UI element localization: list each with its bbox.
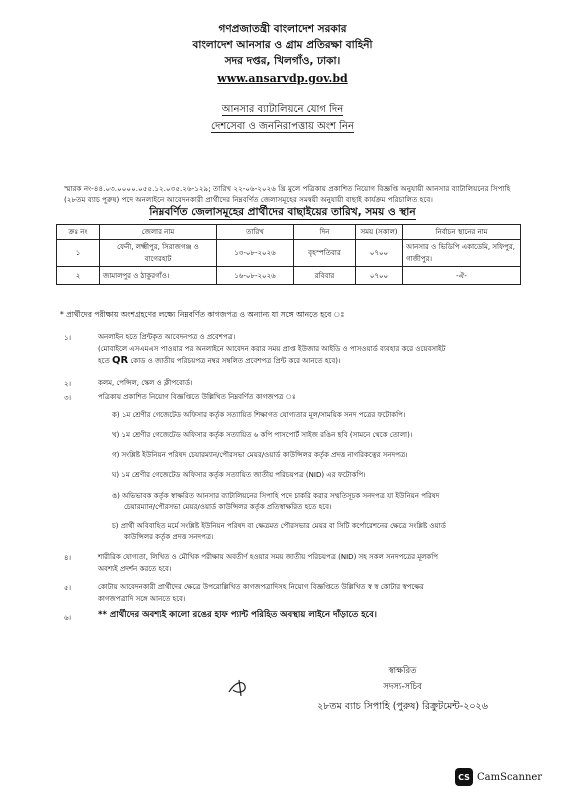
col-day: দিন (294, 225, 356, 240)
cell-time: ০৭০০ (356, 267, 403, 285)
col-district: জেলার নাম (100, 225, 217, 240)
cell-district: ফেনী, লক্ষ্মীপুর, সিরাজগঞ্জ ও বাগেরহাট (100, 240, 217, 267)
camscanner-watermark (455, 768, 542, 786)
item-3-umo-line-1: ঙ) অভিভাবক কর্তৃক স্বাক্ষরিত আনসার ব্যাটালিয়নের সিপাহি পদে চাকরি করার সম্মতিসূচক সনদপত্র যা ইউনিয়ন পরিষদ (112, 492, 440, 500)
item-number: ৬। (64, 614, 72, 622)
slogan-service (0, 120, 565, 134)
schedule-table (56, 224, 521, 285)
col-venue: নির্বাচন স্থানের নাম (403, 225, 521, 240)
camscanner-logo-icon: CS (455, 768, 473, 786)
table-row (57, 240, 521, 267)
cell-day: রবিবার (294, 267, 356, 285)
govt-title: গণপ্রজাতন্ত্রী বাংলাদেশ সরকার (218, 23, 347, 35)
table-row (57, 267, 521, 285)
website-link[interactable]: www.ansarvdp.gov.bd (217, 72, 348, 85)
reference-paragraph: স্মারক নং-৪৪.০৩.০০০০.০৫৫.১২.০৩৫.২৬-১২৯; তারিখ ২২-০৬-২০২৬ খ্রি মুলে পত্রিকায় প্রকাশিত নিয়োগ বিজ্ঞপ্তি অনুযায়ী আনসার ব্যাটালিয়নের সিপাহি (২৮তম ব্যাচ পুরুষ) পদে অনলাইনে আবেদনকারী প্রার্থীদের নিম্নবর্ণিত জেলাসমূহের সমন্বয়ী অনুযায়ী বাছাই কার্যক্রম পরিচালিত হবে। (64, 184, 511, 204)
item-6: ** প্রার্থীদের অবশ্যই কালো রঙের হাফ প্যান্ট পরিহিত অবস্থায় লাইনে দাঁড়াতে হবে। (98, 610, 377, 620)
item-3-cha-line-1: চ) প্রার্থী অবিবাহিত মর্মে সংশ্লিষ্ট ইউনিয়ন পরিষদ বা ক্ষেত্রমত পৌরসভার মেয়র বা সিটি কর্পোরেশনের ক্ষেত্রে সংশ্লিষ্ট ওয়ার্ড (112, 522, 446, 530)
item-number: ৩। (64, 394, 72, 402)
cell-venue: -ঐ- (403, 267, 521, 285)
schedule-heading (0, 205, 565, 222)
item-4-line-2: অবশ্যই প্রদর্শন করতে হবে। (98, 565, 172, 573)
item-3-gha: ঘ) ১ম শ্রেণীর গেজেটেড অফিসার কর্তৃক সত্যায়িত জাতীয় পরিচয়পত্র (NID) এর ফটোকপি। (112, 471, 366, 479)
table-header-row (57, 225, 521, 240)
item-1-line-3 (98, 356, 340, 366)
cell-date: ১৬-০৮-২০২৬ (217, 267, 294, 285)
item-number: ৪। (64, 554, 72, 562)
col-serial: ক্রঃ নং (57, 225, 100, 240)
cell-district: জামালপুর ও ঠাকুরগাঁও। (100, 267, 217, 285)
item-3-cha-line-2: কাউন্সিলর কর্তৃক প্রদত্ত সনদপত্র। (124, 533, 214, 541)
item-3-ga: গ) সংশ্লিষ্ট ইউনিয়ন পরিষদ চেয়ারম্যান/পৌরসভা মেয়র/ওয়ার্ড কাউন্সিলর কর্তৃক প্রদত্ত নাগরিকত্বের সনদপত্র। (112, 451, 408, 459)
item-1-suffix: কোড ও জাতীয় পরিচয়পত্র নম্বর সম্বলিত প্রবেশপত্র প্রিন্ট করে আনতে হবে)। (130, 357, 341, 365)
item-4-line-1: শারীরিক যোগ্যতা, লিখিত ও মৌখিক পরীক্ষায় অবতীর্ণ হওয়ার সময় জাতীয় পরিচয়পত্র (NID) সহ সকল সনদপত্রের মূলকপি (98, 553, 439, 561)
signatory-role: সদস্য-সচিব (383, 682, 422, 692)
item-1-prefix: হতে (98, 357, 110, 365)
cell-serial: ১ (57, 240, 100, 267)
org-title: বাংলাদেশ আনসার ও গ্রাম প্রতিরক্ষা বাহিনী (192, 39, 373, 51)
item-number: ৫। (64, 584, 72, 592)
documents-note: * প্রার্থীদের পরীক্ষায় অংশগ্রহণের লক্ষ্যে নিম্নবর্ণিত কাগজপত্র ও অন্যান্য যা সঙ্গে আনতে হবে ঃ (60, 310, 345, 319)
signatory-title: ২৮তম ব্যাচ সিপাহি (পুরুষ) রিক্রুটমেন্ট-২০২৬ (317, 701, 488, 712)
schedule-heading-text: নিম্নবর্ণিত জেলাসমূহের প্রার্থীদের বাছাইয়ের তারিখ, সময় ও স্থান (149, 206, 416, 218)
slogan-join-text: আনসার ব্যাটালিয়নে যোগ দিন (221, 104, 344, 115)
col-time: সময় (সকাল) (356, 225, 403, 240)
qr-code-label: QR (111, 355, 129, 366)
item-3: পত্রিকায় প্রকাশিত নিয়োগ বিজ্ঞপ্তিতে উল্লিখিত নিম্নবর্ণিত কাগজপত্র ঃ (98, 393, 296, 401)
col-date: তারিখ (217, 225, 294, 240)
item-2: কলম, পেন্সিল, স্কেল ও ক্লীপবোর্ড। (98, 379, 193, 387)
slogan-service-text: দেশসেবা ও জননিরাপত্তায় অংশ নিন (211, 121, 354, 132)
cell-date: ১৩-০৮-২০২৬ (217, 240, 294, 267)
item-3-umo-line-2: চেয়ারম্যান/পৌরসভা মেয়র/ওয়ার্ড কাউন্সিলর কর্তৃক প্রতিস্বাক্ষরিত হতে হবে। (124, 503, 332, 511)
cell-venue: আনসার ও ভিডিপি একাডেমি, সফিপুর, গাজীপুর। (403, 240, 521, 267)
cell-day: বৃহস্পতিবার (294, 240, 356, 267)
item-number: ১। (64, 334, 72, 342)
item-5-line-2: কাগজপত্রাদি সঙ্গে আনতে হবে। (98, 595, 186, 603)
camscanner-brand: CamScanner (477, 771, 543, 783)
slogan-join (0, 103, 565, 117)
item-1-line-2: (মোবাইলে এসএমএস পাওয়ার পর অনলাইনে আবেদন করার সময় প্রাপ্ত ইউজার আইডি ও পাসওয়ার্ড ব্যবহার করে ওয়েবসাইট (98, 345, 446, 353)
item-number: ২। (64, 380, 72, 388)
handwritten-mark (225, 676, 253, 698)
signed-label: স্বাক্ষরিত (388, 666, 417, 676)
item-3-kha: খ) ১ম শ্রেণীর গেজেটেড অফিসার কর্তৃক সত্যায়িত ৬ কপি পাসপোর্ট সাইজ রঙিন ছবি (সামনে থেকে তোলা)। (112, 431, 413, 439)
item-3-ka: ক) ১ম শ্রেণীর গেজেটেড অফিসার কর্তৃক সত্যায়িত শিক্ষাগত যোগ্যতার মূল/সাময়িক সনদ পত্রের ফটোকপি। (112, 411, 406, 419)
office-address: সদর দপ্তর, খিলগাঁও, ঢাকা। (224, 55, 341, 67)
item-5-line-1: কোটায় আবেদনকারী প্রার্থীদের ক্ষেত্রে উপরোল্লিখিত কাগজপত্রাদিসহ নিয়োগ বিজ্ঞপ্তিতে উল্লিখিত স্ব স্ব কোটার স্বপক্ষের (98, 583, 424, 591)
cell-time: ০৭০০ (356, 240, 403, 267)
item-1-line-1: অনলাইন হতে প্রিন্টকৃত আবেদনপত্র ও প্রবেশপত্র। (98, 333, 236, 341)
cell-serial: ২ (57, 267, 100, 285)
